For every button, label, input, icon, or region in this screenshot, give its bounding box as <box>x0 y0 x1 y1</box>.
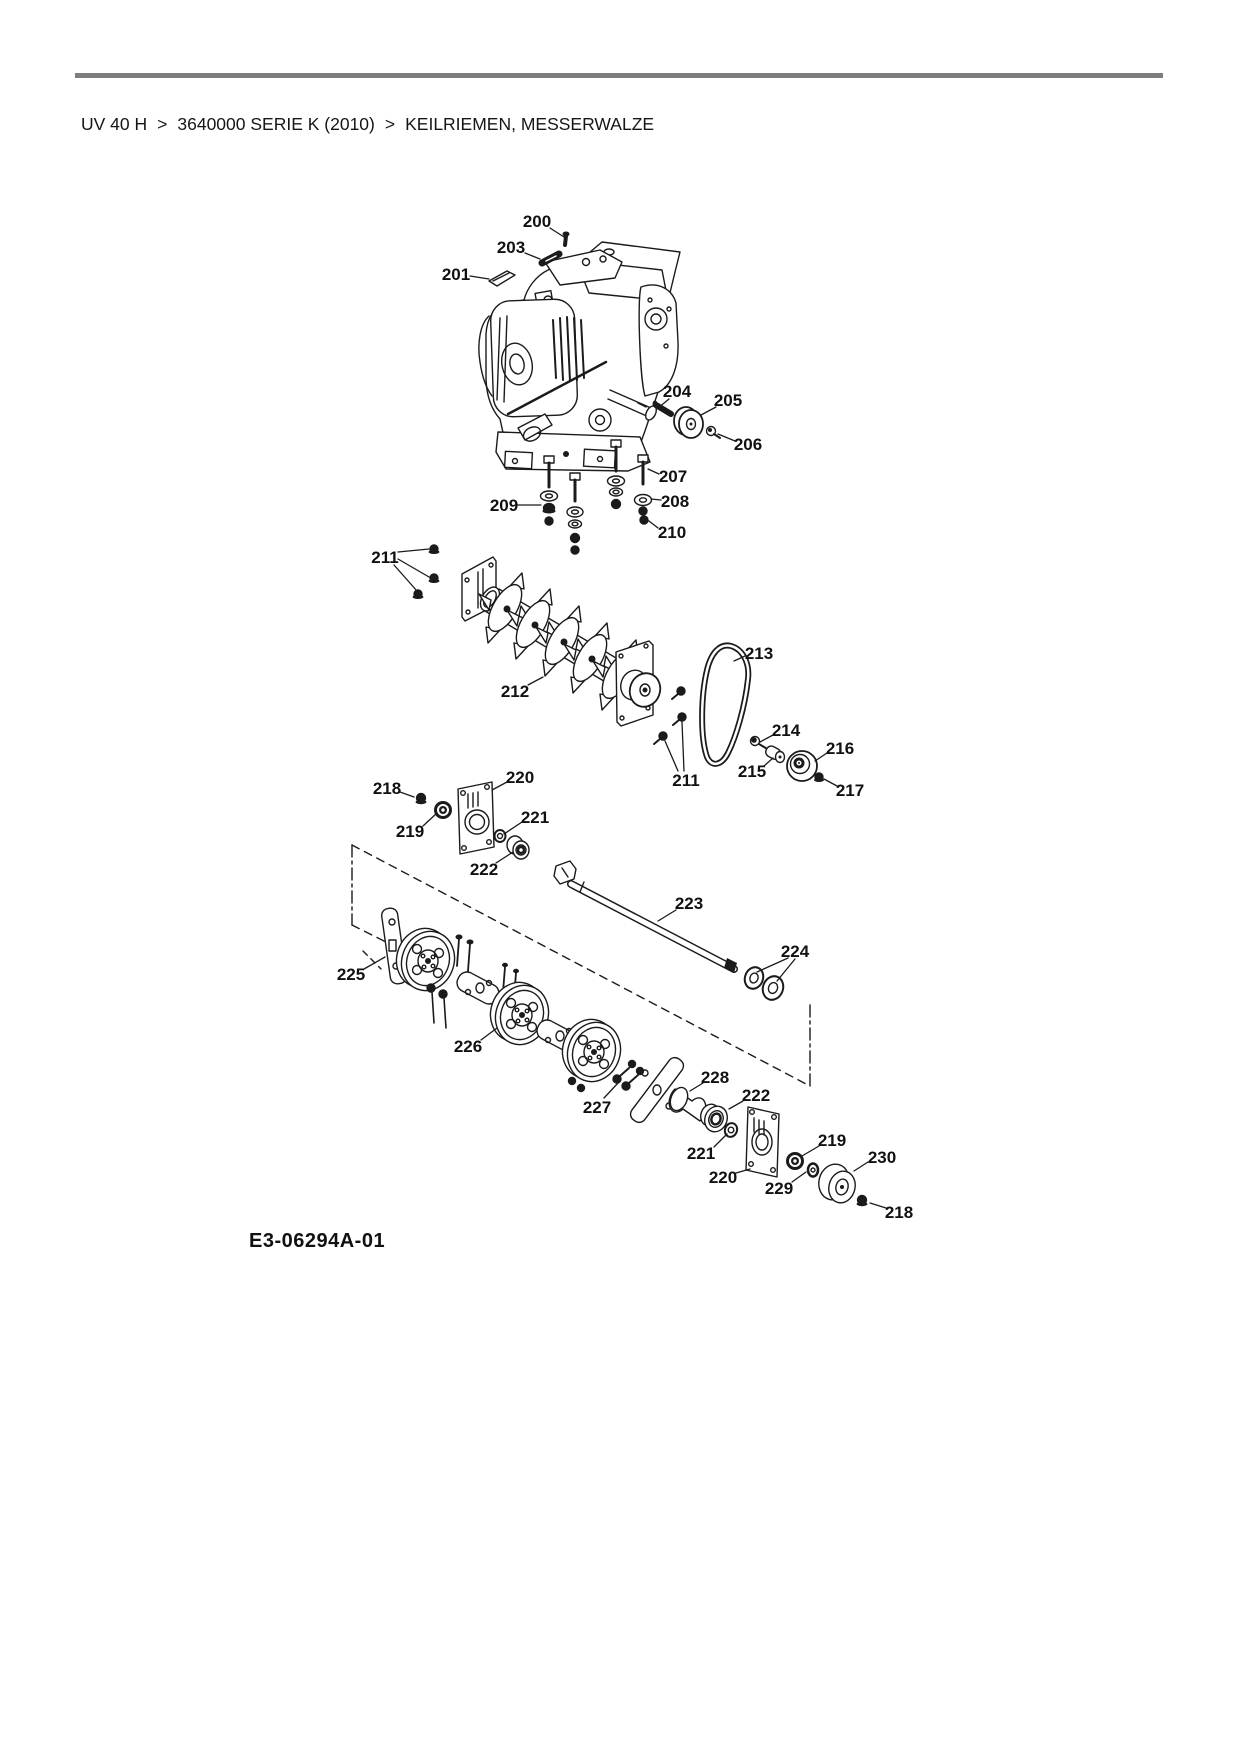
part-callout-218 <box>373 779 414 798</box>
leader-line-212 <box>528 677 543 685</box>
part-callout-205 <box>701 391 742 415</box>
part-label-218: 218 <box>372 779 402 798</box>
leader-line-219 <box>423 813 437 826</box>
leader-line-226 <box>481 1028 497 1040</box>
leader-line-218 <box>400 792 414 797</box>
part-label-221: 221 <box>686 1144 716 1163</box>
part-callout-219 <box>802 1131 846 1156</box>
part-callout-214 <box>760 721 801 742</box>
part-callout-215 <box>738 758 773 781</box>
part-label-201: 201 <box>441 265 471 284</box>
part-callout-211 <box>371 548 429 591</box>
part-label-213: 213 <box>744 644 774 663</box>
part-label-211: 211 <box>672 771 700 790</box>
part-label-217: 217 <box>835 781 865 800</box>
part-callout-220 <box>492 768 534 790</box>
part-label-224: 224 <box>780 942 810 961</box>
part-label-227: 227 <box>582 1098 612 1117</box>
leader-line-211 <box>398 549 429 552</box>
part-callout-226 <box>454 1028 497 1056</box>
part-callout-218 <box>870 1203 913 1222</box>
part-label-204: 204 <box>662 382 692 401</box>
part-label-212: 212 <box>500 682 530 701</box>
part-label-220: 220 <box>505 768 535 787</box>
leader-line-210 <box>649 521 658 528</box>
part-callout-230 <box>854 1148 896 1171</box>
part-label-216: 216 <box>825 739 855 758</box>
leader-line-229 <box>792 1172 806 1182</box>
breadcrumb-separator: > <box>384 114 396 134</box>
part-callout-222 <box>470 852 513 879</box>
leader-line-219 <box>802 1146 819 1156</box>
part-label-225: 225 <box>336 965 366 984</box>
breadcrumb-section: KEILRIEMEN, MESSERWALZE <box>405 114 655 134</box>
part-callout-227 <box>583 1083 618 1117</box>
part-label-211: 211 <box>371 548 399 567</box>
part-label-219: 219 <box>817 1131 847 1150</box>
part-callout-209 <box>490 496 541 515</box>
part-label-223: 223 <box>674 894 704 913</box>
part-callout-219 <box>396 813 437 841</box>
model-plate-201 <box>489 271 515 286</box>
part-label-219: 219 <box>395 822 425 841</box>
part-label-200: 200 <box>522 212 552 231</box>
part-label-205: 205 <box>713 391 743 410</box>
part-callout-220 <box>709 1168 750 1187</box>
part-label-228: 228 <box>700 1068 730 1087</box>
part-label-222: 222 <box>741 1086 771 1105</box>
breadcrumb-separator: > <box>157 114 168 134</box>
part-callout-211 <box>665 722 700 790</box>
washers-224 <box>742 965 787 1003</box>
leader-line-201 <box>470 276 489 279</box>
part-label-226: 226 <box>453 1037 483 1056</box>
part-callout-216 <box>815 739 854 761</box>
belt-drawing <box>702 645 748 763</box>
part-callout-221 <box>504 808 549 834</box>
part-callout-225 <box>337 957 385 984</box>
leader-line-221 <box>714 1134 727 1147</box>
leader-line-208 <box>651 499 661 500</box>
part-callout-200 <box>523 212 564 237</box>
part-label-215: 215 <box>737 762 767 781</box>
part-label-207: 207 <box>658 467 688 486</box>
part-label-206: 206 <box>733 435 763 454</box>
leader-line-222 <box>496 852 513 863</box>
leader-line-200 <box>550 228 564 237</box>
roller-drawing <box>462 557 665 726</box>
bearing-group-top <box>416 782 530 859</box>
blade-assembly <box>381 907 706 1125</box>
leader-line-221 <box>504 822 522 834</box>
part-callout-207 <box>648 467 687 486</box>
part-label-203: 203 <box>496 238 526 257</box>
part-callout-203 <box>497 238 540 259</box>
part-label-229: 229 <box>764 1179 794 1198</box>
leader-line-211 <box>394 565 417 591</box>
part-label-230: 230 <box>867 1148 897 1167</box>
part-callout-206 <box>718 434 762 454</box>
leader-line-207 <box>648 469 659 474</box>
screw-200 <box>563 232 570 246</box>
leader-line-223 <box>658 910 676 921</box>
leader-line-211 <box>665 741 678 771</box>
leader-line-230 <box>854 1162 868 1171</box>
engine-pulley-group <box>653 401 721 439</box>
part-label-214: 214 <box>771 721 801 740</box>
part-label-210: 210 <box>657 523 687 542</box>
shaft-drawing <box>554 861 737 973</box>
leader-line-220 <box>492 782 507 790</box>
part-label-218: 218 <box>884 1203 914 1222</box>
breadcrumb-series[interactable]: 3640000 SERIE K (2010) <box>177 114 375 134</box>
part-callout-217 <box>824 779 864 800</box>
breadcrumb-model[interactable]: UV 40 H <box>81 114 148 134</box>
part-callout-212 <box>501 677 543 701</box>
part-callout-222 <box>729 1086 770 1109</box>
part-callout-221 <box>687 1134 727 1163</box>
part-label-209: 209 <box>489 496 519 515</box>
part-label-208: 208 <box>660 492 690 511</box>
part-label-221: 221 <box>520 808 550 827</box>
leader-line-203 <box>525 253 540 259</box>
leader-line-211 <box>682 722 684 771</box>
diagram-code: E3-06294A-01 <box>249 1230 386 1252</box>
leader-line-227 <box>604 1083 618 1098</box>
leader-line-225 <box>364 957 385 969</box>
part-callout-228 <box>690 1068 729 1091</box>
part-callout-208 <box>651 492 689 511</box>
part-callout-210 <box>649 521 686 542</box>
part-callout-224 <box>757 942 810 981</box>
part-label-220: 220 <box>708 1168 738 1187</box>
leader-line-218 <box>870 1203 886 1208</box>
part-label-222: 222 <box>469 860 499 879</box>
part-callout-201 <box>442 265 489 284</box>
part-callout-204 <box>658 382 692 408</box>
part-callout-223 <box>658 894 703 921</box>
